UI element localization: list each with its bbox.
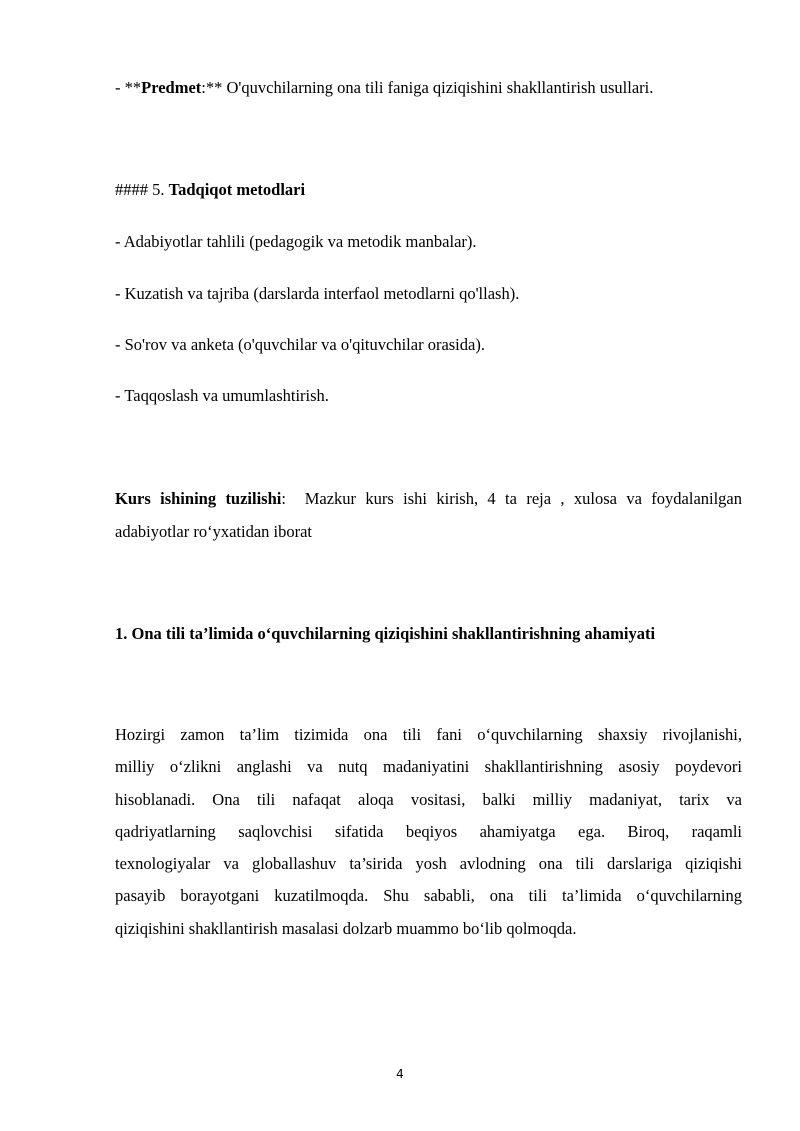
body-line: qadriyatlarning saqlovchisi sifatida beqiyos ahamiyatga ega. Biroq, raqamli	[115, 821, 742, 841]
structure-line-1	[115, 482, 742, 515]
body-paragraph	[115, 719, 742, 945]
body-last-line: qiziqishini shakllantirish masalasi dolzarb muammo bo‘lib qolmoqda.	[115, 918, 577, 938]
body-line: texnologiyalar va globallashuv ta’sirida yosh avlodning ona tili darslariga qiziqishi	[115, 854, 742, 874]
subject-prefix: - **	[115, 78, 142, 97]
subject-line	[115, 78, 653, 98]
body-line: pasayib borayotgani kuzatilmoqda. Shu sababli, ona tili ta’limida o‘quvchilarning	[115, 886, 742, 906]
body-line: Hozirgi zamon ta’lim tizimida ona tili fani o‘quvchilarning shaxsiy rivojlanishi,	[115, 725, 742, 744]
methods-heading-title: Tadqiqot metodlari	[168, 180, 306, 199]
methods-list-item: - Adabiyotlar tahlili (pedagogik va metodik manbalar).	[115, 232, 477, 251]
subject-colon: :**	[201, 78, 223, 97]
methods-heading-prefix: #### 5.	[115, 180, 169, 199]
body-line: hisoblanadi. Ona tili nafaqat aloqa vositasi, balki milliy madaniyat, tarix va	[115, 789, 742, 809]
methods-list-item: - Taqqoslash va umumlashtirish.	[115, 386, 329, 405]
page-number: 4	[396, 1067, 404, 1081]
subject-label: Predmet	[141, 78, 202, 97]
structure-paragraph	[115, 482, 742, 548]
methods-list-item: - So'rov va anketa (o'quvchilar va o'qituvchilar orasida).	[115, 335, 485, 354]
structure-colon: :	[281, 489, 286, 508]
structure-line-2: adabiyotlar ro‘yxatidan iborat	[115, 522, 313, 541]
chapter-heading: 1. Ona tili ta’limida o‘quvchilarning qiziqishini shakllantirishning ahamiyati	[115, 624, 656, 643]
methods-heading	[115, 180, 305, 200]
methods-list-item: - Kuzatish va tajriba (darslarda interfaol metodlarni qo'llash).	[115, 284, 520, 303]
body-line: milliy o‘zlikni anglashi va nutq madaniyatini shakllantirishning asosiy poydevori	[115, 757, 742, 777]
structure-label: Kurs ishining tuzilishi	[115, 489, 282, 508]
structure-text-1: Mazkur kurs ishi kirish, 4 ta reja , xulosa va foydalanilgan	[285, 489, 743, 508]
subject-text: O'quvchilarning ona tili faniga qiziqishini shakllantirish usullari.	[222, 78, 654, 97]
